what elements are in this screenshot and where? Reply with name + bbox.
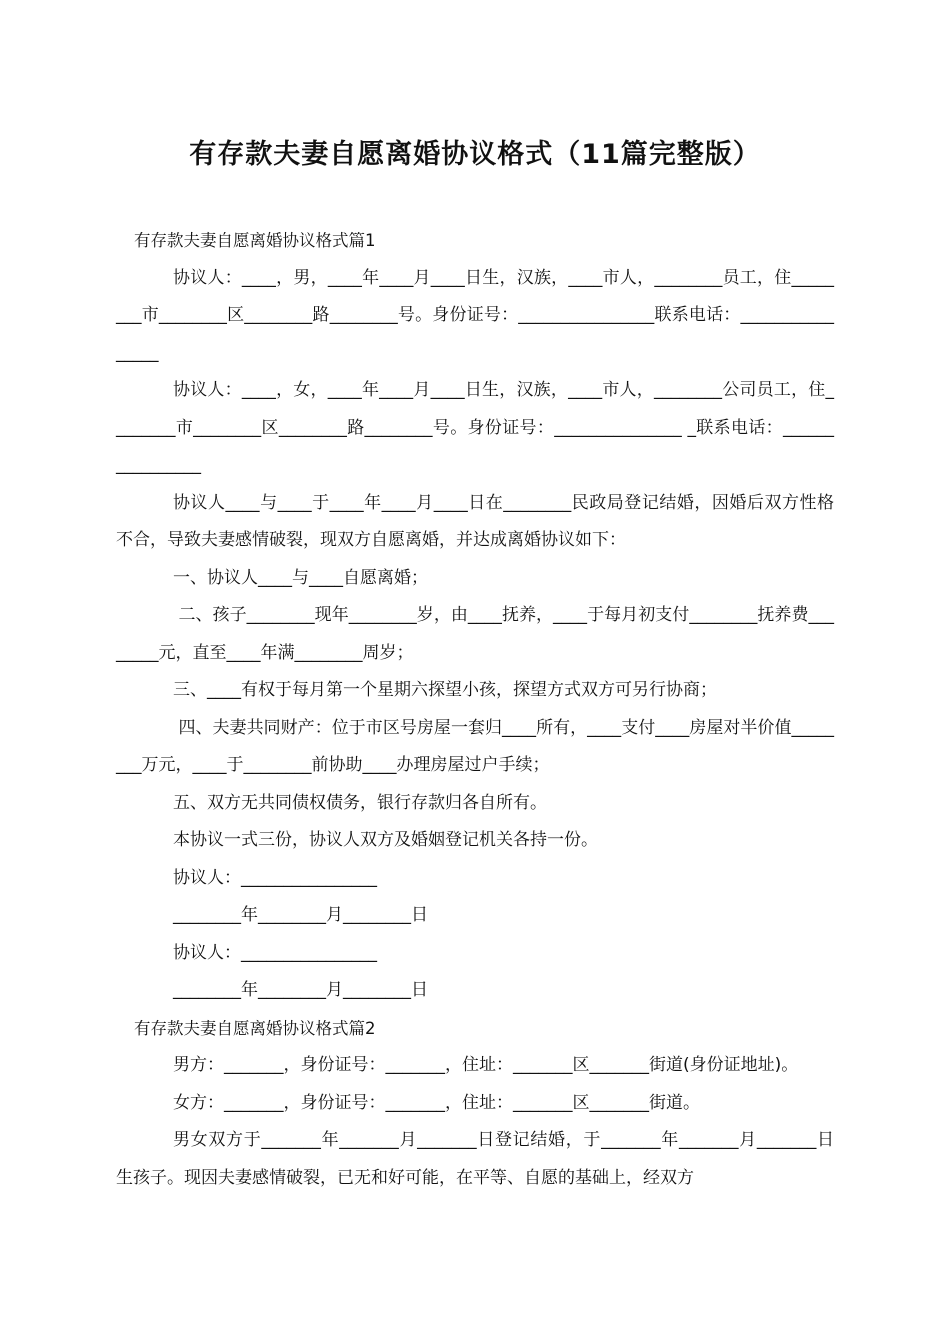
paragraph: 女方：_______，身份证号：_______，住址：_______区_______街道。 (173, 1092, 700, 1113)
paragraph: 本协议一式三份，协议人双方及婚姻登记机关各持一份。 (173, 830, 598, 850)
section-heading: 有存款夫妻自愿离婚协议格式篇2 (134, 1018, 376, 1038)
paragraph: 一、协议人____与____自愿离婚； (173, 567, 428, 588)
paragraph: ________年________月________日 (173, 980, 428, 1000)
paragraph: 四、夫妻共同财产：位于市区号房屋一套归____所有，____支付____房屋对半价值________万元，____于________前协助____办理房屋过户手续； (116, 717, 834, 775)
paragraph: ________年________月________日 (173, 905, 428, 925)
paragraph: 协议人：________________ (173, 942, 377, 963)
section-heading: 有存款夫妻自愿离婚协议格式篇1 (134, 231, 376, 250)
paragraph: 五、双方无共同债权债务，银行存款归各自所有。 (173, 792, 547, 813)
document-body (116, 222, 834, 1197)
paragraph: 男女双方于_______年_______月_______日登记结婚，于_______年_______月_______日生孩子。现因夫妻感情破裂，已无和好可能，在平等、自愿的基础上，经双方 (116, 1130, 834, 1188)
paragraph: 协议人____与____于____年____月____日在________民政局登记结婚，因婚后双方性格不合，导致夫妻感情破裂，现双方自愿离婚，并达成离婚协议如下： (116, 492, 834, 550)
paragraph: 协议人：________________ (173, 867, 377, 888)
paragraph: 三、____有权于每月第一个星期六探望小孩，探望方式双方可另行协商； (173, 680, 717, 700)
paragraph: 二、孩子________现年________岁，由____抚养，____于每月初支付________抚养费________元，直至____年满________周岁； (116, 605, 835, 663)
document-title: 有存款夫妻自愿离婚协议格式（11篇完整版） (189, 139, 761, 170)
paragraph: 协议人：____，男，____年____月____日生，汉族，____市人，________员工，住________市________区________路________号。身份证号：________________联系电话：________________ (116, 267, 834, 363)
paragraph: 男方：_______，身份证号：_______，住址：_______区_______街道(身份证地址)。 (173, 1055, 799, 1075)
paragraph: 协议人：____，女，____年____月____日生，汉族，____市人，________公司员工，住________市________区________路________号。身份证号：_______________ _联系电话：________________ (116, 380, 834, 475)
